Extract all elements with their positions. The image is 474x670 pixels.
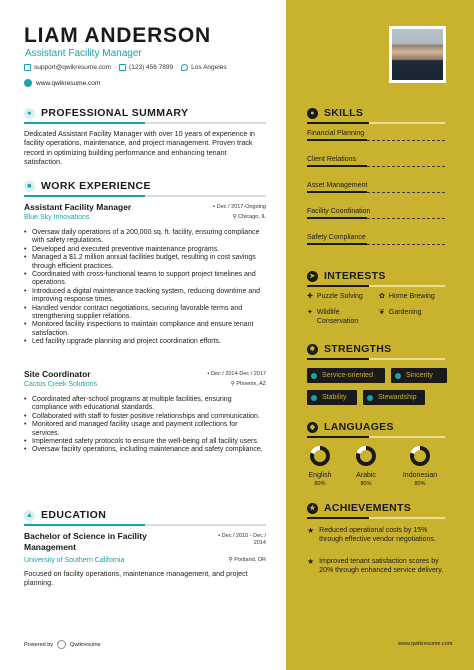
graduation-cap-icon: ▲ xyxy=(25,511,34,519)
leaf-icon: ❦ xyxy=(379,309,385,316)
star-icon: ★ xyxy=(307,526,315,535)
experience-heading: ■ WORK EXPERIENCE xyxy=(24,180,151,192)
achievement-item: ★ Reduced operational costs by 15% through effective vendor negotiations. xyxy=(307,526,436,543)
list-item: • Implemented safety protocols to ensure the well-being of all facility users. xyxy=(24,438,266,446)
job-2-company: Cactus Creek Solutions xyxy=(24,381,98,388)
bullet-dot-icon xyxy=(395,373,401,379)
interest-item: ✚ Puzzle Solving xyxy=(307,293,363,300)
strength-badge: Stability xyxy=(307,390,357,405)
skills-divider xyxy=(307,122,445,124)
bullet-dot-icon xyxy=(367,395,373,401)
location-item: Los Angeles xyxy=(181,64,226,71)
strength-badge: Service-oriented xyxy=(307,368,385,383)
languages-heading: ◆ LANGUAGES xyxy=(307,421,394,433)
education-text: Focused on facility operations, maintenance management, and project planning. xyxy=(24,569,248,587)
list-item: • Monitored and managed facility usage and payment collections for services. xyxy=(24,421,266,438)
education-location: ⚲ Portland, OR xyxy=(228,557,266,563)
list-item: • Monitored facility inspections to maintain compliance and ensure tenant satisfaction. xyxy=(24,321,266,338)
trophy-icon: ★ xyxy=(307,503,318,514)
list-item: • Coordinated with cross-functional teams to support project timelines and operations. xyxy=(24,271,266,288)
location-pin-icon xyxy=(181,64,188,71)
job-1-location: ⚲ Chicago, IL xyxy=(232,214,266,220)
footer-website[interactable]: www.qwikresume.com xyxy=(398,641,453,647)
skill-item: Client Relations xyxy=(307,156,445,163)
degree-title: Bachelor of Science in Facility Management xyxy=(24,531,147,552)
interests-divider xyxy=(307,285,445,287)
job-title: Assistant Facility Manager xyxy=(25,48,142,59)
job-1-company: Blue Sky Innovations xyxy=(24,214,90,221)
list-item: • Developed and executed preventive maintenance programs. xyxy=(24,246,266,254)
list-item: • Collaborated with staff to foster positive relationships and communication. xyxy=(24,413,266,421)
education-heading: ▲ EDUCATION xyxy=(25,509,107,521)
paw-icon: ✦ xyxy=(307,309,313,316)
website-link[interactable]: www.qwikresume.com xyxy=(24,79,100,87)
summary-divider xyxy=(24,122,266,124)
list-item: • Coordinated after-school programs at multiple facilities, ensuring compliance with educational standards. xyxy=(24,396,266,413)
bullet-dot-icon xyxy=(311,395,317,401)
list-item: • Introduced a digital maintenance tracking system, reducing downtime and improving response times. xyxy=(24,288,266,305)
list-item: • Handled vendor contract negotiations, securing favorable terms and strengthening supplier relations. xyxy=(24,305,266,322)
job-1-bullets xyxy=(24,229,266,347)
skill-item: Facility Coordination xyxy=(307,208,445,215)
hop-icon: ✿ xyxy=(379,293,385,300)
language-arabic: Arabic 80% xyxy=(346,445,386,487)
phone-item: (123) 456 7899 xyxy=(119,64,173,71)
qwikresume-logo-icon xyxy=(57,640,66,649)
skill-bar xyxy=(307,192,445,193)
bullet-dot-icon xyxy=(311,373,317,379)
interest-item: ❦ Gardening xyxy=(379,309,422,316)
skill-bar xyxy=(307,166,445,167)
job-1-title: Assistant Facility Manager xyxy=(24,202,132,212)
language-ring xyxy=(309,445,331,467)
skill-item: Safety Compliance xyxy=(307,234,445,241)
powered-by[interactable]: Powered by Qwikresume xyxy=(24,641,101,648)
job-1-dates: ▪ Dec / 2017-Ongoing xyxy=(213,204,266,210)
summary-text: Dedicated Assistant Facility Manager with over 10 years of experience in facility operations, maintenance, and project management. Proven track record in optimizing building performance and enhancing tenant satisfaction. xyxy=(24,129,255,166)
star-icon: ★ xyxy=(307,557,315,566)
brain-icon: ✸ xyxy=(307,344,318,355)
job-2-location: ⚲ Phoenix, AZ xyxy=(230,381,266,387)
education-dates: ▪ Dec / 2010 - Dec / 2014 xyxy=(218,533,266,546)
language-indonesian: Indonesian 80% xyxy=(400,445,440,487)
email-icon xyxy=(24,64,31,71)
email-item[interactable]: support@qwikresume.com xyxy=(24,64,111,71)
contact-row xyxy=(24,64,227,71)
user-icon: ● xyxy=(24,108,35,119)
strength-badge: Sincerity xyxy=(391,368,447,383)
list-item: • Oversaw facility operations, including maintenance and safety compliance. xyxy=(24,446,266,454)
interests-heading: ➤ INTERESTS xyxy=(307,270,386,282)
job-2-dates: ▪ Dec / 2014-Dec / 2017 xyxy=(207,371,266,377)
achievements-divider xyxy=(307,517,445,519)
school-name: University of Southern California xyxy=(24,557,125,564)
phone-icon xyxy=(119,64,126,71)
send-icon: ➤ xyxy=(307,271,318,282)
language-english: English 80% xyxy=(300,445,340,487)
strengths-heading: ✸ STRENGTHS xyxy=(307,343,391,355)
list-item: • Oversaw daily operations of a 200,000 sq. ft. facility, ensuring compliance with safety regulations. xyxy=(24,229,266,246)
profile-photo xyxy=(389,26,446,83)
skill-bar xyxy=(307,244,445,245)
languages-divider xyxy=(307,436,445,438)
interest-item: ✦ Wildlife Conservation xyxy=(307,309,359,325)
lightbulb-icon: ● xyxy=(307,108,318,119)
skill-bar xyxy=(307,218,445,219)
achievement-item: ★ Improved tenant satisfaction scores by 20% through enhanced service delivery. xyxy=(307,557,444,574)
puzzle-icon: ✚ xyxy=(307,293,313,300)
list-item: • Led facility upgrade planning and project coordination efforts. xyxy=(24,338,266,346)
skills-heading: ● SKILLS xyxy=(307,107,363,119)
interest-item: ✿ Home Brewing xyxy=(379,293,435,300)
skill-bar xyxy=(307,140,445,141)
job-2-bullets xyxy=(24,396,266,455)
skill-item: Asset Management xyxy=(307,182,445,189)
language-ring xyxy=(355,445,377,467)
list-item: • Managed a $1.2 million annual facilities budget, resulting in cost savings through efficient practices. xyxy=(24,254,266,271)
candidate-name: LIAM ANDERSON xyxy=(24,24,211,47)
language-ring xyxy=(409,445,431,467)
strength-badge: Stewardship xyxy=(363,390,425,405)
skill-item: Financial Planning xyxy=(307,130,445,137)
education-divider xyxy=(24,524,266,526)
strengths-divider xyxy=(307,358,445,360)
speech-bubble-icon: ◆ xyxy=(307,422,318,433)
summary-heading: ● PROFESSIONAL SUMMARY xyxy=(24,107,188,119)
experience-divider xyxy=(24,195,266,197)
job-2-title: Site Coordinator xyxy=(24,369,91,379)
achievements-heading: ★ ACHIEVEMENTS xyxy=(307,502,411,514)
globe-icon xyxy=(24,79,32,87)
briefcase-icon: ■ xyxy=(24,181,35,192)
